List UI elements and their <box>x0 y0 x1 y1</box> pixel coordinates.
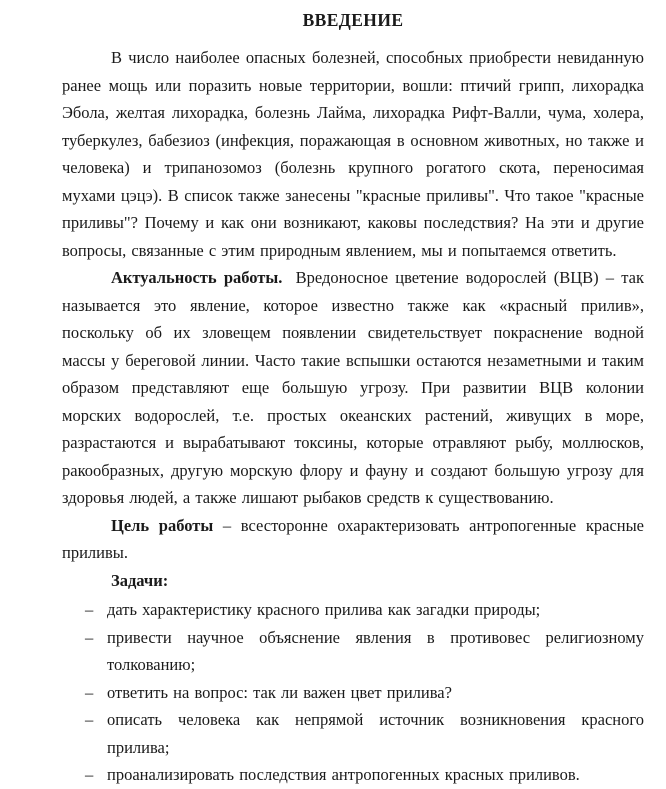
task-text: описать человека как непрямой источник возникновения красного прилива; <box>107 710 644 757</box>
task-item <box>62 706 644 761</box>
dash-bullet: – <box>85 600 94 619</box>
task-item <box>62 761 644 789</box>
dash-bullet: – <box>85 682 94 702</box>
tasks-list <box>62 596 644 789</box>
task-text: привести научное объяснение явления в противовес религиозному толкованию; <box>107 627 644 674</box>
relevance-heading: Актуальность работы. <box>111 268 283 287</box>
tasks-heading: Задачи: <box>111 570 169 590</box>
task-text: дать характеристику красного прилива как загадки природы; <box>107 600 541 619</box>
task-item <box>62 596 644 624</box>
task-item <box>62 624 644 679</box>
task-text: ответить на вопрос: так ли важен цвет прилива? <box>107 682 452 702</box>
relevance-text: Вредоносное цветение водорослей (ВЦВ) – так называется это явление, которое известно также как «красный прилив», поскольку об их зловещем появлении свидетельствует покраснение водной массы у береговой линии. Часто такие вспышки остаются незаметными и таким образом представляют еще большую угрозу. При развитии ВЦВ колонии морских водорослей, т.е. простых океанских растений, живущих в море, разрастаются и вырабатывают токсины, которые отравляют рыбу, моллюсков, ракообразных, другую морскую флору и фауну и создают большую угрозу для здоровья людей, а также лишают рыбаков средств к существованию. <box>62 268 644 507</box>
dash-bullet: – <box>85 710 94 729</box>
goal-text: – всесторонне охарактеризовать антропогенные красные приливы. <box>62 515 645 562</box>
dash-bullet: – <box>85 627 94 647</box>
task-text: проанализировать последствия антропогенных красных приливов. <box>107 765 580 784</box>
dash-bullet: – <box>85 765 94 784</box>
document-title: ВВЕДЕНИЕ <box>302 10 404 30</box>
task-item <box>62 679 644 707</box>
paragraph-goal <box>62 512 644 567</box>
paragraph-relevance <box>62 264 644 512</box>
goal-heading: Цель работы <box>111 515 214 535</box>
paragraph-dangerous-diseases: В число наиболее опасных болезней, способных приобрести невиданную ранее мощь или поразить новые территории, вошли: птичий грипп, лихорадка Эбола, желтая лихорадка, болезнь Лайма, лихорадка Рифт-Валли, чума, холера, туберкулез, бабезиоз (инфекция, поражающая в основном животных, но также и человека) и трипанозомоз (болезнь крупного рогатого скота, переносимая мухами цэцэ). В список также занесены "красные приливы". Что такое "красные приливы"? Почему и как они возникают, каковы последствия? На эти и другие вопросы, связанные с этим природным явлением, мы и попытаемся ответить. <box>62 48 644 260</box>
